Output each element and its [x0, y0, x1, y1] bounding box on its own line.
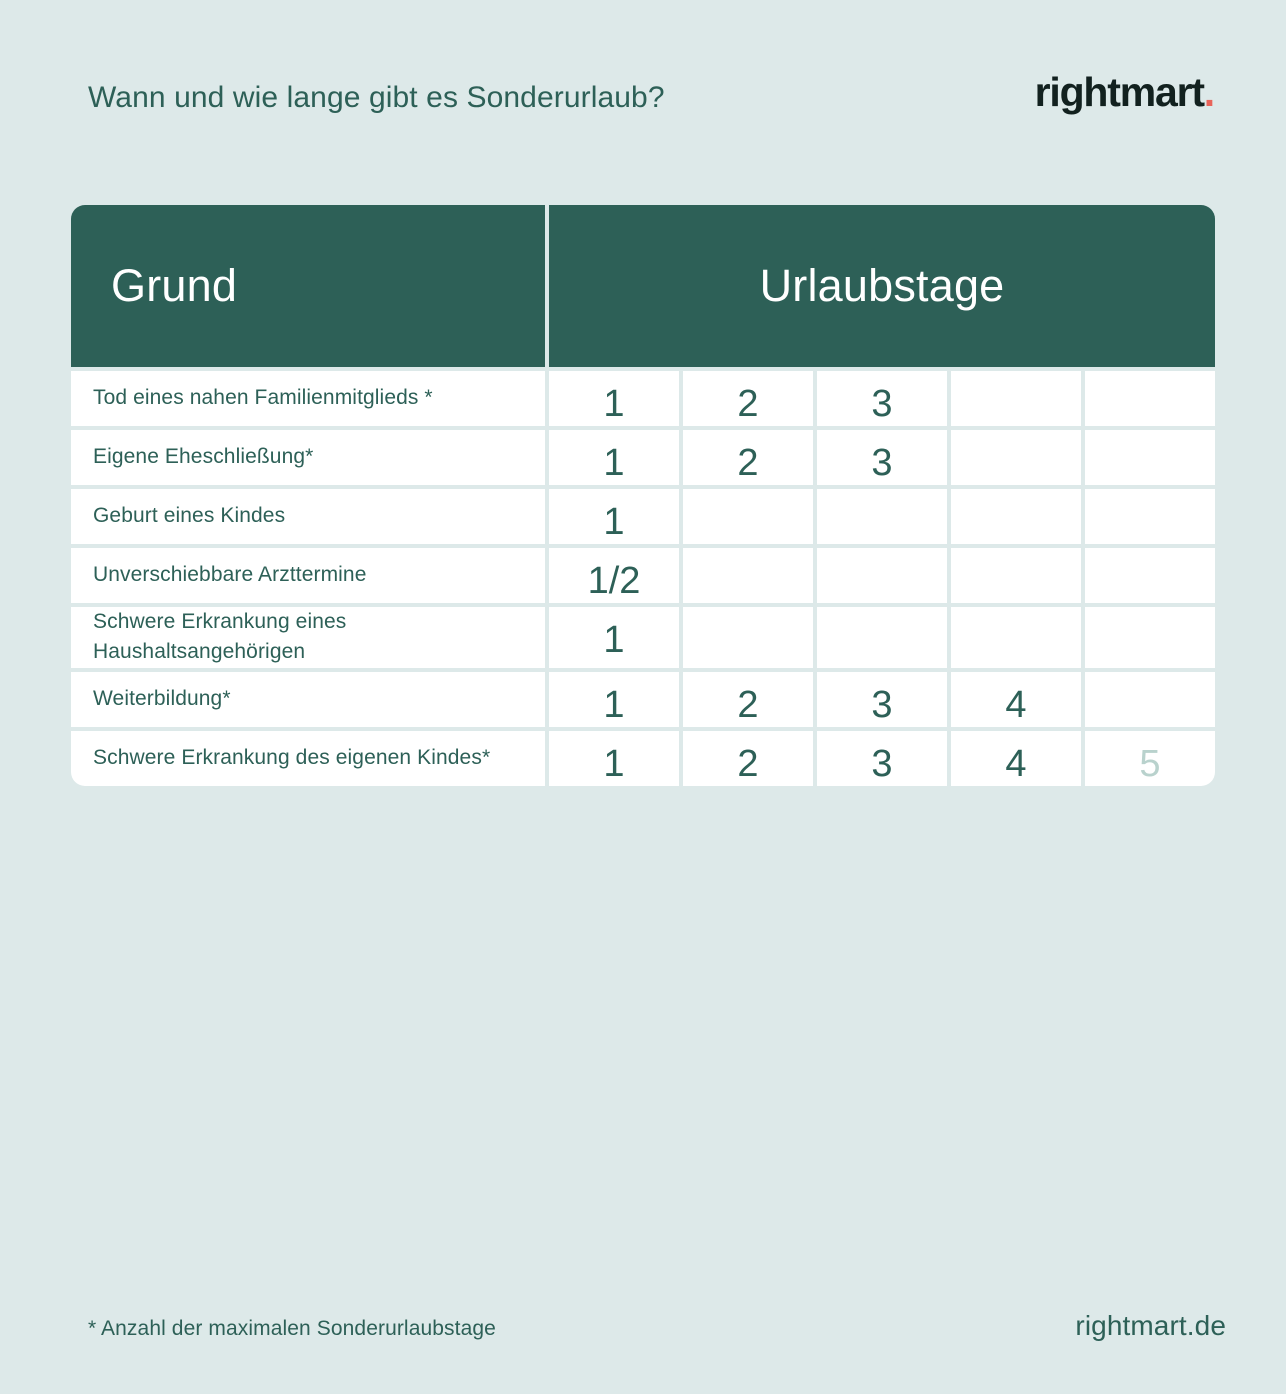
day-cell: [1085, 489, 1215, 544]
day-cell: [951, 548, 1081, 603]
page-title: Wann und wie lange gibt es Sonderurlaub?: [88, 81, 665, 114]
row-reason: Schwere Erkrankung eines Haushaltsangehörigen: [71, 607, 545, 668]
row-reason: Tod eines nahen Familienmitglieds *: [71, 371, 545, 426]
column-header-days-label: Urlaubstage: [759, 260, 1005, 311]
day-cell: 3: [817, 371, 947, 426]
row-reason: Eigene Eheschließung*: [71, 430, 545, 485]
day-cell: 2: [683, 430, 813, 485]
day-cell: 1/2: [549, 548, 679, 603]
footnote: * Anzahl der maximalen Sonderurlaubstage: [88, 1317, 496, 1340]
brand-dot: .: [1203, 69, 1214, 115]
row-reason: Weiterbildung*: [71, 672, 545, 727]
day-cell: 1: [549, 731, 679, 786]
table-row: [71, 548, 1215, 603]
table-row: [71, 430, 1215, 485]
day-cell: [683, 607, 813, 668]
day-cell: [683, 489, 813, 544]
website-label: rightmart.de: [1075, 1310, 1226, 1341]
table-row: [71, 607, 1215, 668]
day-cell: [1085, 672, 1215, 727]
day-cell: 2: [683, 731, 813, 786]
day-cell: [1085, 548, 1215, 603]
day-cell: 3: [817, 731, 947, 786]
day-cell: 1: [549, 607, 679, 668]
row-reason: Schwere Erkrankung des eigenen Kindes*: [71, 731, 545, 786]
day-cell: [817, 607, 947, 668]
sonderurlaub-table: [71, 205, 1215, 786]
row-reason: Geburt eines Kindes: [71, 489, 545, 544]
day-cell: 4: [951, 731, 1081, 786]
column-header-reason: [71, 205, 545, 367]
table-row: [71, 489, 1215, 544]
page-footer: [88, 1310, 1226, 1342]
table-row: [71, 672, 1215, 727]
brand-name: rightmart: [1034, 69, 1204, 115]
row-reason: Unverschiebbare Arzttermine: [71, 548, 545, 603]
day-cell: 2: [683, 371, 813, 426]
day-cell: [1085, 371, 1215, 426]
day-cell: [951, 607, 1081, 668]
day-cell: 1: [549, 430, 679, 485]
day-cell: 5: [1085, 731, 1215, 786]
day-cell: [1085, 607, 1215, 668]
day-cell: 1: [549, 371, 679, 426]
day-cell: 1: [549, 489, 679, 544]
day-cell: [817, 548, 947, 603]
day-cell: 3: [817, 430, 947, 485]
table-row: [71, 371, 1215, 426]
day-cell: [951, 371, 1081, 426]
day-cell: [951, 489, 1081, 544]
day-cell: 2: [683, 672, 813, 727]
day-cell: [1085, 430, 1215, 485]
day-cell: [951, 430, 1081, 485]
day-cell: [817, 489, 947, 544]
column-header-days: [549, 205, 1215, 367]
day-cell: [683, 548, 813, 603]
page-header: [88, 69, 1214, 136]
day-cell: 3: [817, 672, 947, 727]
brand-logo: [1034, 69, 1214, 115]
table-row: [71, 731, 1215, 786]
day-cell: 1: [549, 672, 679, 727]
column-header-reason-label: Grund: [111, 260, 238, 311]
day-cell: 4: [951, 672, 1081, 727]
table-header-row: [71, 205, 1215, 367]
